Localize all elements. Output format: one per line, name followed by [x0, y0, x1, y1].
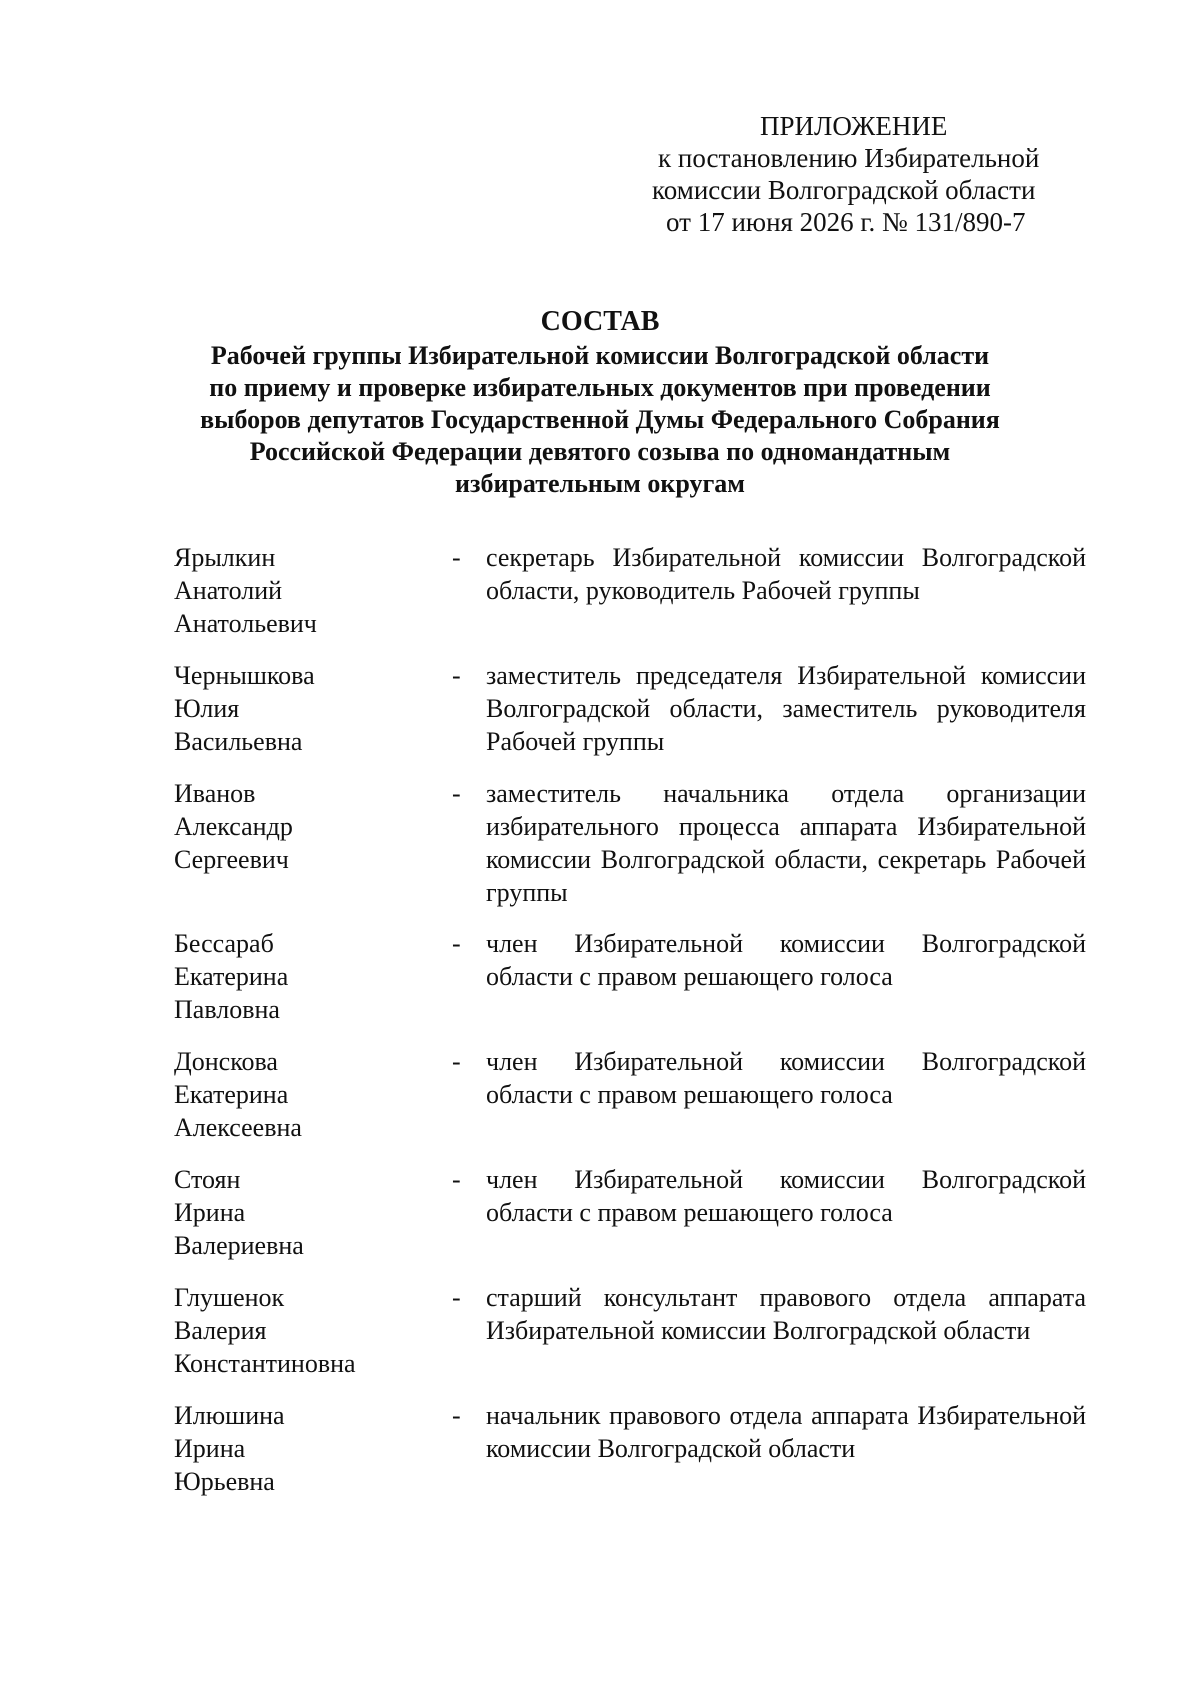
member-surname: Ярылкин	[174, 543, 276, 572]
member-dash: -	[452, 1401, 461, 1430]
member-name: Екатерина	[174, 962, 289, 991]
member-dash: -	[452, 1047, 461, 1076]
member-name: Анатолий	[174, 576, 283, 605]
document-heading	[150, 306, 1050, 500]
member-full-name	[174, 1045, 434, 1144]
member-patronymic: Валериевна	[174, 1231, 304, 1260]
heading-line: Российской Федерации девятого созыва по одномандатным	[249, 437, 951, 466]
member-full-name	[174, 1281, 434, 1380]
heading-line: избирательным округам	[455, 469, 745, 498]
member-patronymic: Васильевна	[174, 727, 303, 756]
member-role: начальник правового отдела аппарата Избирательной комиссии Волгоградской области	[486, 1401, 1086, 1463]
member-name: Валерия	[174, 1316, 267, 1345]
member-name: Ирина	[174, 1198, 246, 1227]
appendix-block	[600, 110, 1100, 238]
member-entry	[174, 1281, 1094, 1399]
heading-title: СОСТАВ	[540, 306, 660, 337]
member-name: Юлия	[174, 694, 240, 723]
member-entry	[174, 541, 1094, 659]
member-dash: -	[452, 779, 461, 808]
member-dash: -	[452, 1283, 461, 1312]
appendix-line-3: от 17 июня 2026 г. № 131/890-7	[666, 207, 1026, 237]
member-patronymic: Юрьевна	[174, 1467, 275, 1496]
member-entry	[174, 777, 1094, 927]
heading-line: выборов депутатов Государственной Думы Федерального Собрания	[200, 405, 1000, 434]
appendix-title: ПРИЛОЖЕНИЕ	[760, 111, 948, 141]
member-patronymic: Павловна	[174, 995, 280, 1024]
heading-line: по приему и проверке избирательных документов при проведении	[209, 373, 991, 402]
member-role: секретарь Избирательной комиссии Волгоградской области, руководитель Рабочей группы	[486, 543, 1086, 605]
member-role: заместитель председателя Избирательной комиссии Волгоградской области, заместитель руководителя Рабочей группы	[486, 661, 1086, 756]
member-role: заместитель начальника отдела организации избирательного процесса аппарата Избирательной комиссии Волгоградской области, секретарь Рабочей группы	[486, 779, 1086, 907]
member-full-name	[174, 777, 434, 876]
member-entry	[174, 1399, 1094, 1517]
member-full-name	[174, 1399, 434, 1498]
member-name: Екатерина	[174, 1080, 289, 1109]
member-dash: -	[452, 1165, 461, 1194]
member-dash: -	[452, 543, 461, 572]
member-patronymic: Анатольевич	[174, 609, 317, 638]
member-patronymic: Алексеевна	[174, 1113, 302, 1142]
member-surname: Стоян	[174, 1165, 241, 1194]
member-surname: Илюшина	[174, 1401, 285, 1430]
member-entry	[174, 1163, 1094, 1281]
member-patronymic: Сергеевич	[174, 845, 289, 874]
member-full-name	[174, 1163, 434, 1262]
appendix-line-1: к постановлению Избирательной	[658, 143, 1040, 173]
member-surname: Бессараб	[174, 929, 274, 958]
member-role: член Избирательной комиссии Волгоградской области с правом решающего голоса	[486, 1165, 1086, 1227]
member-role: член Избирательной комиссии Волгоградской области с правом решающего голоса	[486, 1047, 1086, 1109]
member-surname: Иванов	[174, 779, 256, 808]
appendix-line-2: комиссии Волгоградской области	[652, 175, 1036, 205]
member-surname: Глушенок	[174, 1283, 285, 1312]
member-patronymic: Константиновна	[174, 1349, 356, 1378]
member-dash: -	[452, 661, 461, 690]
member-full-name	[174, 541, 434, 640]
member-surname: Донскова	[174, 1047, 278, 1076]
member-role: старший консультант правового отдела аппарата Избирательной комиссии Волгоградской области	[486, 1283, 1086, 1345]
member-surname: Чернышкова	[174, 661, 315, 690]
member-full-name	[174, 659, 434, 758]
member-role: член Избирательной комиссии Волгоградской области с правом решающего голоса	[486, 929, 1086, 991]
member-entry	[174, 659, 1094, 777]
member-full-name	[174, 927, 434, 1026]
member-entry	[174, 927, 1094, 1045]
heading-line: Рабочей группы Избирательной комиссии Волгоградской области	[210, 341, 990, 370]
members-list	[174, 541, 1094, 1517]
member-entry	[174, 1045, 1094, 1163]
member-name: Ирина	[174, 1434, 246, 1463]
member-name: Александр	[174, 812, 293, 841]
member-dash: -	[452, 929, 461, 958]
